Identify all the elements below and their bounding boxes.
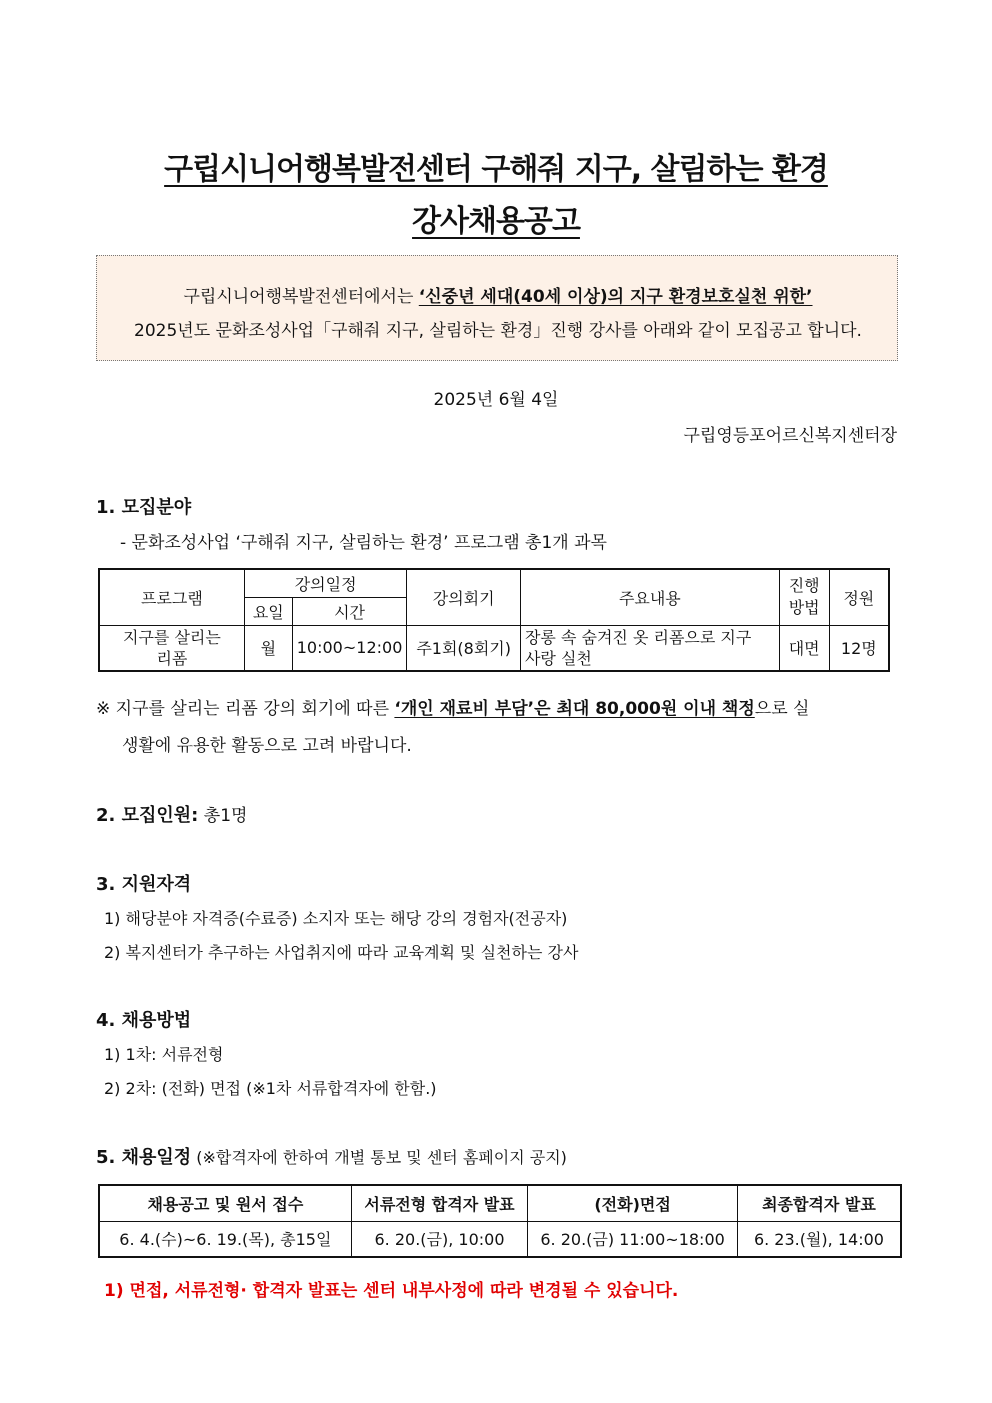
intro-line-1: 구립시니어행복발전센터에서는 ‘신중년 세대(40세 이상)의 지구 환경보호실천 위한’ [183, 287, 813, 307]
cell-program: 지구를 살리는 리폼 [99, 625, 244, 671]
section-4-heading: 4. 채용방법 [96, 1010, 192, 1031]
recruit-count: 총1명 [198, 806, 248, 826]
cell-interview: 6. 20.(금) 11:00~18:00 [528, 1221, 738, 1257]
cell-capacity: 12명 [829, 625, 889, 671]
table-row [99, 625, 889, 671]
notice-date: 2025년 6월 4일 [433, 390, 559, 410]
cell-time: 10:00~12:00 [292, 625, 407, 671]
list-item: 2) 2차: (전화) 면접 (※1차 서류합격자에 한함.) [104, 1079, 437, 1098]
intro-line-2: 2025년도 문화조성사업「구해줘 지구, 살림하는 환경」진행 강사를 아래와 같이 모집공고 합니다. [134, 321, 862, 341]
issuer: 구립영등포어르신복지센터장 [683, 426, 897, 446]
section-1-desc: - 문화조성사업 ‘구해줘 지구, 살림하는 환경’ 프로그램 총1개 과목 [120, 533, 607, 553]
section-1-heading: 1. 모집분야 [96, 497, 192, 518]
header-application: 채용공고 및 원서 접수 [99, 1185, 351, 1221]
section-2-heading: 2. 모집인원: 총1명 [96, 805, 248, 826]
header-interview: (전화)면접 [528, 1185, 738, 1221]
material-cost-note-line-2: 생활에 유용한 활동으로 고려 바랍니다. [122, 736, 412, 756]
header-method: 진행 방법 [779, 569, 829, 625]
cell-application: 6. 4.(수)~6. 19.(목), 총15일 [99, 1221, 351, 1257]
program-table [98, 568, 890, 672]
section-5-note: (※합격자에 한하여 개별 통보 및 센터 홈페이지 공지) [191, 1148, 567, 1167]
header-time: 시간 [292, 597, 407, 625]
page-title: 구립시니어행복발전센터 구해줘 지구, 살림하는 환경 [164, 152, 828, 187]
list-item: 1) 해당분야 자격증(수료증) 소지자 또는 해당 강의 경험자(전공자) [104, 909, 568, 928]
cell-method: 대면 [779, 625, 829, 671]
header-program: 프로그램 [99, 569, 244, 625]
cell-day: 월 [244, 625, 292, 671]
list-item: 2) 복지센터가 추구하는 사업취지에 따라 교육계획 및 실천하는 강사 [104, 943, 579, 962]
cell-sessions: 주1회(8회기) [407, 625, 521, 671]
header-day: 요일 [244, 597, 292, 625]
cell-final-result: 6. 23.(월), 14:00 [737, 1221, 901, 1257]
header-schedule: 강의일정 [244, 569, 407, 597]
schedule-table [98, 1184, 902, 1258]
header-document-result: 서류전형 합격자 발표 [351, 1185, 528, 1221]
header-content: 주요내용 [520, 569, 779, 625]
page-subtitle: 강사채용공고 [412, 204, 580, 239]
schedule-warning: 1) 면접, 서류전형· 합격자 발표는 센터 내부사정에 따라 변경될 수 있습니다. [104, 1281, 679, 1301]
section-5-heading: 5. 채용일정 (※합격자에 한하여 개별 통보 및 센터 홈페이지 공지) [96, 1147, 567, 1168]
header-final-result: 최종합격자 발표 [737, 1185, 901, 1221]
list-item: 1) 1차: 서류전형 [104, 1045, 224, 1064]
cell-content: 장롱 속 숨겨진 옷 리폼으로 지구 사랑 실천 [520, 625, 779, 671]
cell-document-result: 6. 20.(금), 10:00 [351, 1221, 528, 1257]
table-row [99, 1221, 901, 1257]
header-capacity: 정원 [829, 569, 889, 625]
intro-box [96, 255, 898, 361]
material-cost-emphasis: ‘개인 재료비 부담’은 최대 80,000원 이내 책정 [394, 699, 755, 719]
material-cost-note: ※ 지구를 살리는 리폼 강의 회기에 따른 ‘개인 재료비 부담’은 최대 80,000원 이내 책정으로 실 [96, 699, 810, 719]
section-3-heading: 3. 지원자격 [96, 874, 192, 895]
intro-emphasis: ‘신중년 세대(40세 이상)의 지구 환경보호실천 위한’ [418, 287, 813, 307]
header-sessions: 강의회기 [407, 569, 521, 625]
